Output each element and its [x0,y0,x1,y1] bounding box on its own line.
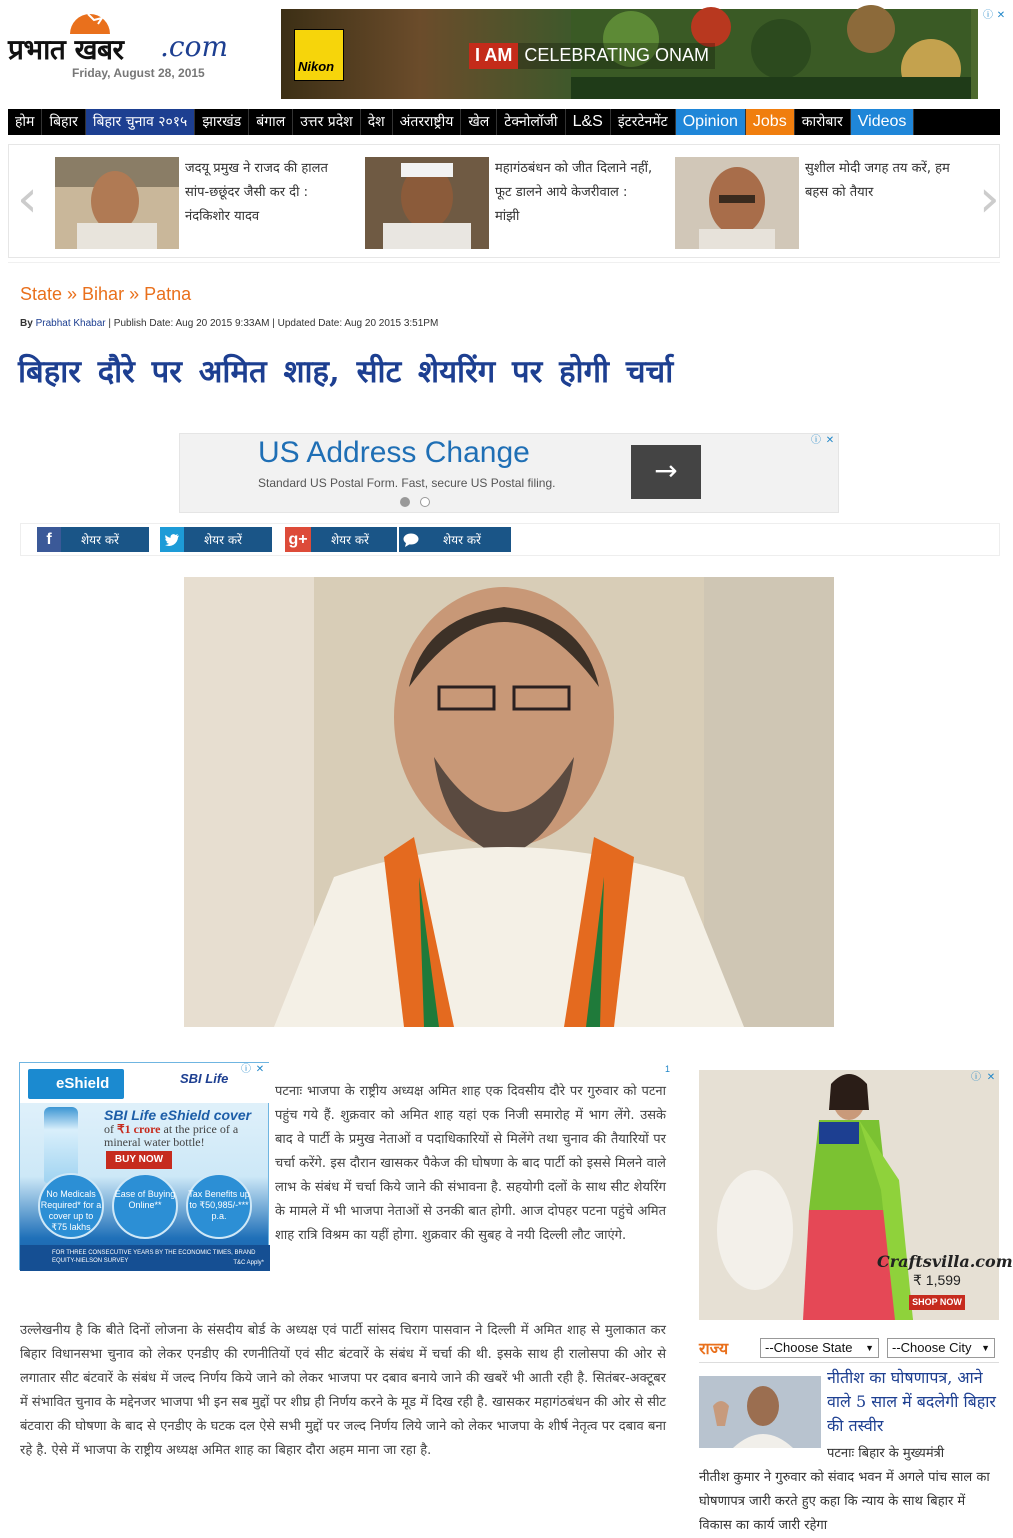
gplus-share-button[interactable] [285,527,397,552]
saree-price: ₹ 1,599 [913,1272,961,1288]
carousel-headline[interactable]: सुशील मोदी जगह तय करें, हम बहस को तैयार [805,161,950,200]
nav-desh[interactable]: देश [361,109,393,135]
shop-now-button[interactable]: SHOP NOW [909,1295,965,1310]
google-plus-icon: g+ [285,527,311,552]
nav-bihar[interactable]: बिहार [42,109,85,135]
sbi-sub-suffix: at the price of a mineral water bottle! [104,1122,239,1149]
news-carousel [8,144,1000,258]
share-label: शेयर करें [204,533,242,547]
ad-dot-active[interactable] [400,497,410,507]
nav-home[interactable]: होम [8,109,42,135]
site-header [0,0,1008,108]
logo-hindi-text: प्रभात खबर [8,33,124,66]
comment-share-button[interactable] [399,527,511,552]
comment-icon [399,527,423,552]
adchoices-icon[interactable]: ⓘ [971,1072,981,1083]
city-select-value: --Choose City [892,1340,972,1355]
nav-technology[interactable]: टेक्नोलॉजी [497,109,565,135]
carousel-item[interactable] [365,157,665,249]
sbi-sub-prefix: of [104,1122,117,1136]
divider [8,262,1000,263]
byline-by: By [20,318,33,329]
nav-bihar-election[interactable]: बिहार चुनाव २०१५ [86,109,196,135]
carousel-prev-icon[interactable]: ‹ [17,169,38,229]
header-date: Friday, August 28, 2015 [72,66,205,80]
carousel-headline[interactable]: महागंठबंधन को जीत दिलाने नहीं, फूट डालने आये केजरीवाल : मांझी [495,161,653,224]
nikon-logo [294,29,344,81]
main-nav [8,109,1000,135]
facebook-share-button[interactable] [37,527,149,552]
byline-author[interactable]: Prabhat Khabar [35,318,106,329]
paragraph-index: 1 [665,1064,671,1074]
byline [20,318,438,329]
benefit-ease-buying: Ease of Buying Online** [112,1173,178,1239]
sbi-ad-headline: SBI Life eShield cover [104,1107,252,1123]
eshield-badge: eShield [28,1069,124,1099]
carousel-item[interactable] [55,157,355,249]
benefit-tax: Tax Benefits up to ₹50,985/-*** p.a. [186,1173,252,1239]
sidebar-news-body [699,1442,999,1538]
sidebar-news-lead: पटनाः बिहार के मुख्यमंत्री [827,1446,945,1461]
sidebar-news-text: नीतीश कुमार ने गुरुवार को संवाद भवन में अगले पांच साल का घोषणापत्र जारी करते हुए कहा कि न्याय के साथ बिहार में विकास का कार्य जारी रहेगा [699,1470,990,1533]
chevron-down-icon: ▼ [865,1343,874,1353]
craftsvilla-logo: Craftsvilla.com [877,1252,1013,1271]
us-address-ad[interactable] [179,433,839,513]
article-hero-image [184,577,834,1027]
sbi-tc: T&C Apply* [233,1260,264,1266]
adchoices-icon[interactable]: ⓘ [811,435,821,446]
ad-close-icon[interactable]: ✕ [825,435,835,446]
adchoices-icon[interactable]: ⓘ [241,1064,251,1075]
sbi-life-logo: SBI Life [180,1071,229,1086]
sbi-life-ad[interactable] [19,1062,269,1270]
sidebar-news-thumbnail [699,1376,821,1448]
carousel-next-icon[interactable]: › [979,169,1000,229]
nav-jharkhand[interactable]: झारखंड [195,109,249,135]
nav-entertainment[interactable]: इंटरटेनमेंट [611,109,676,135]
twitter-share-button[interactable] [160,527,272,552]
breadcrumb[interactable]: State » Bihar » Patna [20,284,192,304]
state-filter [699,1337,999,1363]
article-paragraph-1: पटनाः भाजपा के राष्ट्रीय अध्यक्ष अमित शाह एक दिवसीय दौरे पर गुरुवार को पटना पहुंच गये हैं. शुक्रवार को अमित शाह यहां एक निजी समारोह में भाग लेंगे. उसके बाद वे पार्टी के प्रमुख नेताओं व पदाधिकारियों से मिलेंगे तथा चुनाव की तैयारियों पर चर्चा करेंगे. इस दौरान खासकर पैकेज की घोषणा के बाद पार्टी को इससे मिलने वाले लाभ के संबंध में चर्चा किये जाने की संभावना है. सहयोगी दलों के साथ सीट शेयरिंग के मामले में भी भाजपा नेताओं से उनकी बात होगी. आज दोपहर पटना पहुंचे अमित शाह रात्रि विश्रम का यहीं होगा. शुक्रवार की सुबह वे नयी दिल्ली लौट जाएंगे. [275,1084,666,1243]
share-label: शेयर करें [331,533,369,547]
ad-close-icon[interactable]: ✕ [255,1064,265,1075]
nav-ls[interactable]: L&S [566,109,611,135]
nav-jobs[interactable]: Jobs [746,109,795,135]
article-paragraph-2: उल्लेखनीय है कि बीते दिनों लोजना के संसदीय बोर्ड के अध्यक्ष एवं पार्टी सांसद चिराग पासवान ने दिल्ली में अमित शाह से मुलाकात कर बिहार विधानसभा चुनाव को लेकर एनडीए की रणनीतियों एवं सीट बंटवारें के संबंध में चर्चा की थी. इसके साथ ही रालोसपा की ओर से लगातार सीट बंटवारें के संबंध में जल्द निर्णय किये जाने को लेकर भाजपा पर दबाव बनाये जाने की खबरें भी आती रही है. सितंबर-अक्टूबर में संभावित चुनाव के मद्देनजर भाजपा भी इन सब मुद्दों पर शीघ्र ही निर्णय करने के मूड में दिख रही है. खासकर महागंठबंधन की ओर से सीट बंटवारा की घोषणा के बाद से एनडीए के घटक दल ऐसे सभी मुद्दों पर जल्द निर्णय लिये जाने को लेकर भाजपा के शीर्ष नेतृत्व पर दबाव बना रहे है. ऐसे में भाजपा के राष्ट्रीय अध्यक्ष अमित शाह का बिहार दौरा अहम माना जा रहा है. [20,1323,666,1458]
nav-uttar-pradesh[interactable]: उत्तर प्रदेश [293,109,360,135]
nav-bengal[interactable]: बंगाल [249,109,293,135]
article-headline: बिहार दौरे पर अमित शाह, सीट शेयरिंग पर होगी चर्चा [18,354,674,390]
carousel-thumbnail [365,157,489,249]
nav-international[interactable]: अंतरराष्ट्रीय [393,109,462,135]
share-label: शेयर करें [81,533,119,547]
logo-com-text: .com [160,30,228,63]
onam-celebrating: CELEBRATING ONAM [518,43,715,69]
onam-tagline [469,43,715,69]
ad-subtitle: Standard US Postal Form. Fast, secure US Postal filing. [258,476,556,490]
sidebar-news-title[interactable]: नीतीश का घोषणापत्र, आने वाले 5 साल में बदलेगी बिहार की तस्वीर [827,1368,996,1435]
rajya-heading: राज्य [699,1339,729,1358]
top-banner-ad[interactable] [281,9,978,99]
state-select-value: --Choose State [765,1340,853,1355]
chevron-down-icon: ▼ [981,1343,990,1353]
carousel-thumbnail [675,157,799,249]
adchoices-icon[interactable]: ⓘ [983,10,993,21]
nav-sports[interactable]: खेल [461,109,497,135]
sbi-sub-amount: ₹1 crore [117,1122,161,1136]
ad-arrow-button[interactable]: → [631,445,701,499]
carousel-thumbnail [55,157,179,249]
city-select[interactable] [887,1338,995,1358]
share-bar [20,523,1000,556]
site-logo[interactable] [8,14,270,74]
sbi-ad-header [20,1063,270,1103]
share-label: शेयर करें [443,533,481,547]
sbi-ad-subtext [104,1123,264,1149]
buy-now-button[interactable]: BUY NOW [106,1151,172,1169]
craftsvilla-ad[interactable] [699,1070,1013,1320]
sbi-ad-footer: FOR THREE CONSECUTIVE YEARS BY THE ECONOMIC TIMES, BRAND EQUITY-NIELSON SURVEY [20,1245,270,1271]
nav-opinion[interactable]: Opinion [676,109,746,135]
byline-dates: | Publish Date: Aug 20 2015 9:33AM | Updated Date: Aug 20 2015 3:51PM [105,318,439,329]
carousel-headline[interactable]: जदयू प्रमुख ने राजद की हालत सांप-छछूंदर जैसी कर दी : नंदकिशोर यादव [185,161,328,224]
water-bottle-image [44,1107,78,1183]
benefit-no-medicals: No Medicals Required* for a cover up to ₹75 lakhs [38,1173,104,1239]
onam-iam: I AM [469,43,518,69]
nav-business[interactable]: कारोबार [795,109,851,135]
facebook-icon: f [37,527,61,552]
carousel-item[interactable] [675,157,975,249]
nikon-brand: Nikon [298,59,335,74]
ad-close-icon[interactable]: ✕ [986,1072,996,1083]
ad-dot[interactable] [420,497,430,507]
ad-title[interactable]: US Address Change [258,436,530,469]
ad-close-icon[interactable]: ✕ [996,10,1006,21]
nav-videos[interactable]: Videos [851,109,915,135]
twitter-icon [160,527,184,552]
state-select[interactable] [760,1338,879,1358]
